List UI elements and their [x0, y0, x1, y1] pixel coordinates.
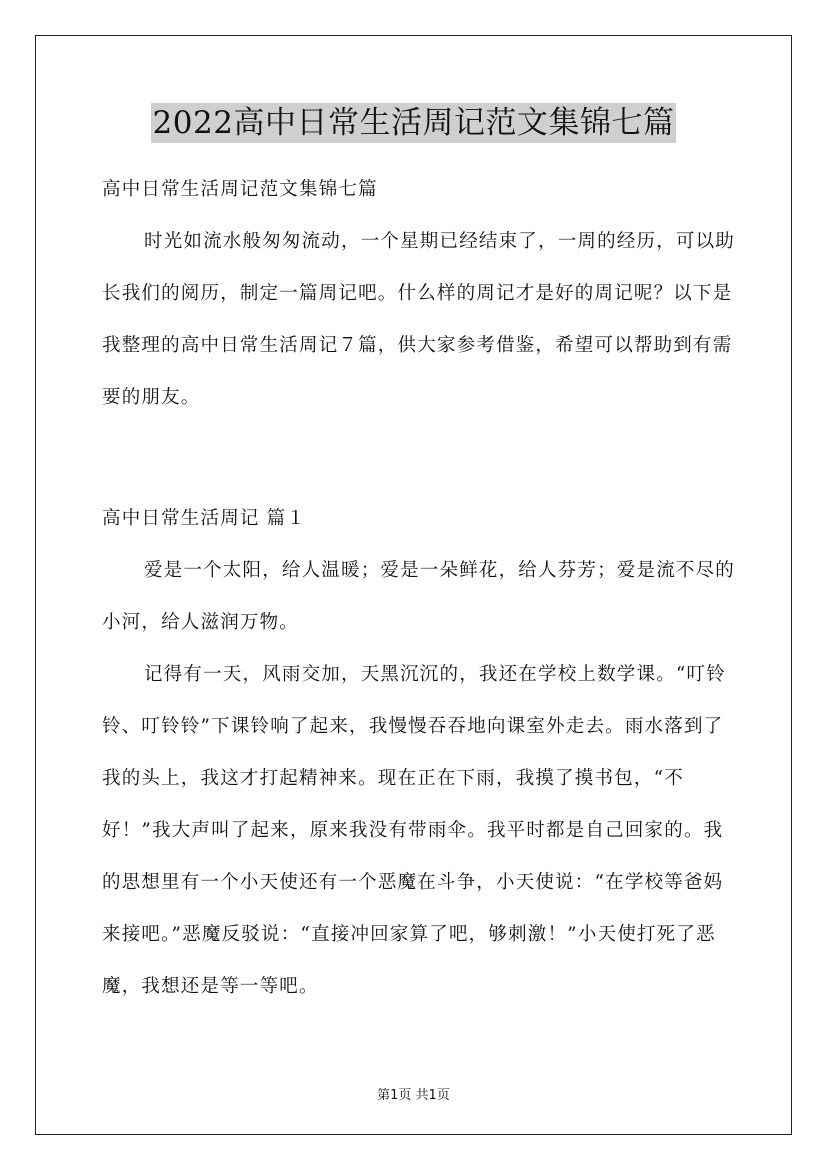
section-1 [102, 493, 742, 1013]
intro-paragraph: 时光如流水般匆匆流动，一个星期已经结束了，一周的经历，可以助长我们的阅历，制定一篇周记吧。什么样的周记才是好的周记呢？以下是我整理的高中日常生活周记７篇，供大家参考借鉴，希望可以帮助到有需要的朋友。 [102, 231, 736, 408]
page-footer: 第1页 共1页 [377, 1088, 450, 1103]
section-heading: 高中日常生活周记 篇１ [102, 508, 307, 529]
document-title: 2022高中日常生活周记范文集锦七篇 [152, 105, 675, 141]
section-paragraph: 爱是一个太阳，给人温暖；爱是一朵鲜花，给人芬芳；爱是流不尽的小河，给人滋润万物。 [102, 560, 736, 633]
title-container [0, 103, 827, 143]
intro-block [102, 164, 742, 424]
document-subtitle: 高中日常生活周记范文集锦七篇 [102, 179, 378, 200]
section-paragraph: 记得有一天，风雨交加，天黑沉沉的，我还在学校上数学课。“叮铃铃、叮铃铃”下课铃响了起来，我慢慢吞吞地向课室外走去。雨水落到了我的头上，我这才打起精神来。现在正在下雨，我摸了摸书包，“不好！”我大声叫了起来，原来我没有带雨伞。我平时都是自己回家的。我的思想里有一个小天使还有一个恶魔在斗争，小天使说：“在学校等爸妈来接吧。”恶魔反驳说：“直接冲回家算了吧，够刺激！”小天使打死了恶魔，我想还是等一等吧。 [102, 664, 726, 997]
